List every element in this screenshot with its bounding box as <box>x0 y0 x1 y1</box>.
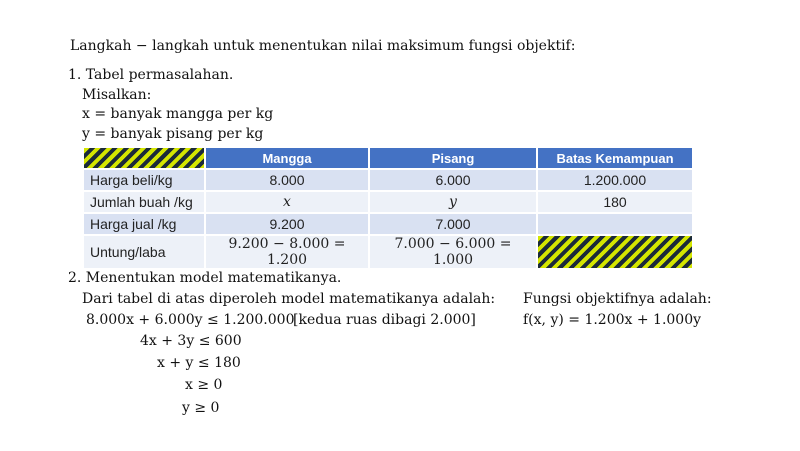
objective-label: Fungsi objektifnya adalah: <box>523 291 712 307</box>
page-title: Langkah − langkah untuk menentukan nilai maksimum fungsi objektif: <box>70 38 576 54</box>
step2-heading: 2. Menentukan model matematikanya. <box>68 270 342 286</box>
constraint-3: x + y ≤ 180 <box>157 355 241 371</box>
table-row <box>83 235 693 269</box>
table-cell <box>537 213 693 235</box>
table-cell: 9.200 − 8.000 = 1.200 <box>205 235 369 269</box>
table-header-pisang: Pisang <box>369 147 537 169</box>
table-cell: 7.000 − 6.000 = 1.000 <box>369 235 537 269</box>
step1-heading: 1. Tabel permasalahan. <box>68 67 234 83</box>
constraint-2: 4x + 3y ≤ 600 <box>140 333 242 349</box>
table-cell: 1.200.000 <box>537 169 693 191</box>
table-cell-hatched <box>537 235 693 269</box>
table-cell: 9.200 <box>205 213 369 235</box>
table-cell: 7.000 <box>369 213 537 235</box>
row-label: Jumlah buah /kg <box>83 191 205 213</box>
table-row <box>83 213 693 235</box>
table-header-batas: Batas Kemampuan <box>537 147 693 169</box>
table-row <box>83 191 693 213</box>
table-cell: 180 <box>537 191 693 213</box>
row-label: Harga jual /kg <box>83 213 205 235</box>
model-intro: Dari tabel di atas diperoleh model matematikanya adalah: <box>82 291 496 307</box>
constraint-5: y ≥ 0 <box>182 400 220 416</box>
table-cell: x <box>205 191 369 213</box>
table-cell: y <box>369 191 537 213</box>
constraint-1: 8.000x + 6.000y ≤ 1.200.000 <box>86 312 295 328</box>
problem-table <box>82 146 694 270</box>
table-cell: 8.000 <box>205 169 369 191</box>
table-cell: 6.000 <box>369 169 537 191</box>
variable-y-definition: y = banyak pisang per kg <box>82 126 264 142</box>
objective-function: f(x, y) = 1.200x + 1.000y <box>523 312 702 328</box>
table-header-row <box>83 147 693 169</box>
table-row <box>83 169 693 191</box>
table-header-mangga: Mangga <box>205 147 369 169</box>
misalkan-label: Misalkan: <box>82 87 152 103</box>
table-header-corner <box>83 147 205 169</box>
constraint-4: x ≥ 0 <box>185 377 223 393</box>
variable-x-definition: x = banyak mangga per kg <box>82 106 274 122</box>
constraint-note: [kedua ruas dibagi 2.000] <box>293 312 476 328</box>
row-label: Untung/laba <box>83 235 205 269</box>
row-label: Harga beli/kg <box>83 169 205 191</box>
